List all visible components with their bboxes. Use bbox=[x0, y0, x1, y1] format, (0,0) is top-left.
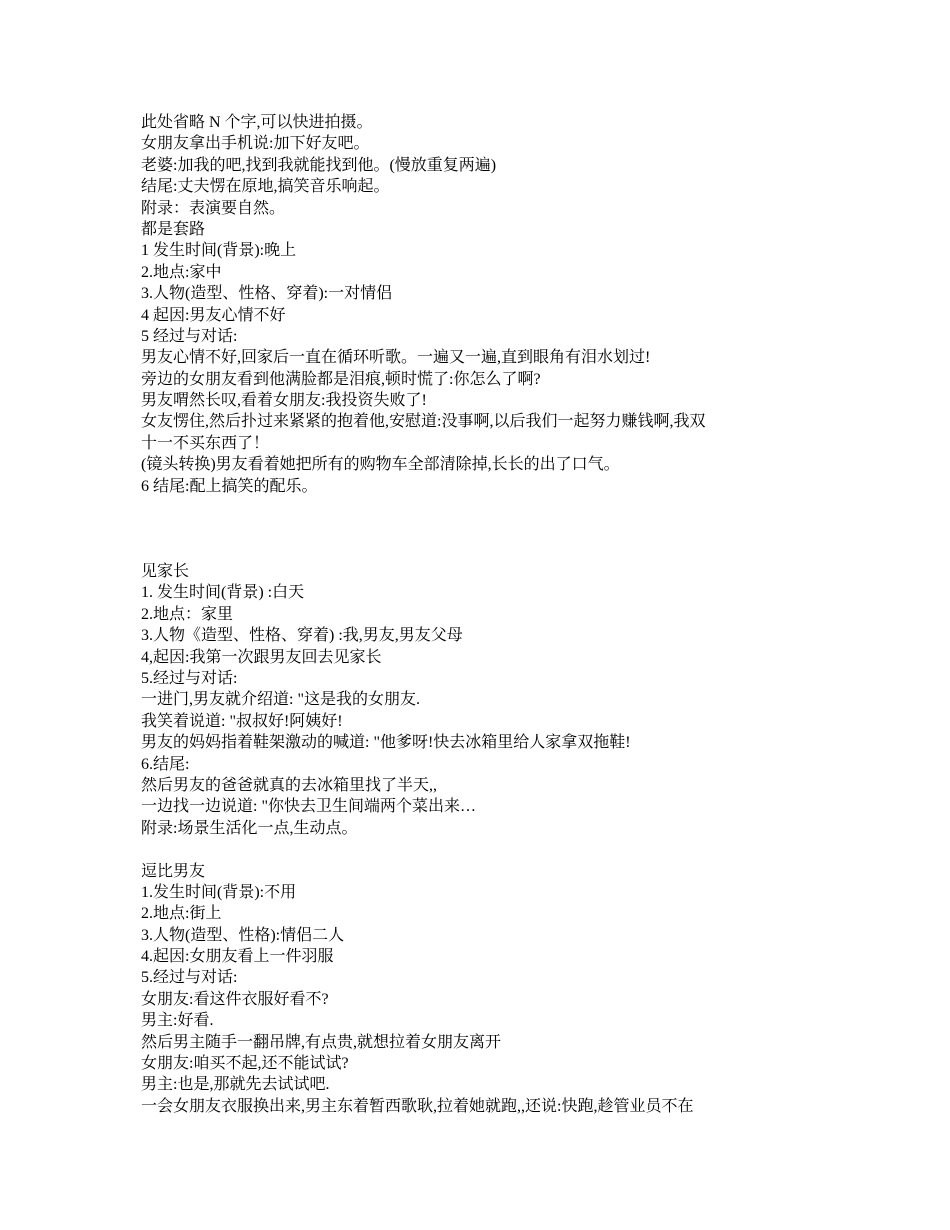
text-line: 6.结尾: bbox=[141, 755, 190, 773]
text-line: 5.经过与对话: bbox=[141, 669, 238, 687]
text-line: 2.地点:街上 bbox=[141, 905, 222, 923]
text-line: 此处省略 N 个字,可以快进拍摄。 bbox=[141, 114, 373, 131]
text-line: 十一不买东西了！ bbox=[141, 434, 270, 452]
section-title: 都是套路 bbox=[141, 220, 206, 238]
text-line: 3.人物《造型、性格、穿着) :我,男友,男友父母 bbox=[141, 627, 463, 645]
section-dou-shi-tao-lu bbox=[141, 219, 811, 497]
section-continuation bbox=[141, 112, 811, 219]
text-line: 附录：表演要自然。 bbox=[141, 199, 286, 217]
text-line: 女朋友拿出手机说:加下好友吧。 bbox=[141, 135, 370, 153]
text-line: 附录:场景生活化一点,生动点。 bbox=[141, 819, 358, 837]
text-line: 男主:好看. bbox=[141, 1012, 214, 1030]
text-line: 3.人物(造型、性格、穿着):一对情侣 bbox=[141, 285, 393, 303]
text-line: 5 经过与对话: bbox=[141, 327, 238, 345]
text-line: 男友心情不好,回家后一直在循环听歌。一遍又一遍,直到眼角有泪水划过! bbox=[141, 349, 651, 367]
text-line: 旁边的女朋友看到他满脸都是泪痕,顿时慌了:你怎么了啊? bbox=[141, 370, 541, 388]
text-line: 1. 发生时间(背景) :白天 bbox=[141, 584, 305, 602]
text-line: 4,起因:我第一次跟男友回去见家长 bbox=[141, 648, 382, 666]
section-jian-jia-zhang bbox=[141, 561, 811, 839]
document-page bbox=[141, 112, 811, 1117]
text-line: 然后男主随手一翻吊牌,有点贵,就想拉着女朋友离开 bbox=[141, 1033, 502, 1051]
text-line: 男主:也是,那就先去试试吧. bbox=[141, 1076, 330, 1094]
text-line: 结尾:丈夫愣在原地,搞笑音乐响起。 bbox=[141, 178, 390, 196]
text-line: 老婆:加我的吧,找到我就能找到他。(慢放重复两遍) bbox=[141, 156, 497, 174]
text-line: (镜头转换)男友看着她把所有的购物车全部清除掉,长长的出了口气。 bbox=[141, 456, 620, 474]
text-line: 6 结尾:配上搞笑的配乐。 bbox=[141, 477, 318, 495]
text-line: 一进门,男友就介绍道: "这是我的女朋友. bbox=[141, 691, 420, 709]
text-line: 1 发生时间(背景):晚上 bbox=[141, 242, 297, 260]
text-line: 男友的妈妈指着鞋架激动的喊道: "他爹呀!快去冰箱里给人家拿双拖鞋! bbox=[141, 734, 631, 752]
text-line: 然后男友的爸爸就真的去冰箱里找了半天,, bbox=[141, 776, 438, 794]
text-line: 2.地点：家里 bbox=[141, 605, 234, 623]
section-dou-bi-nan-you bbox=[141, 861, 811, 1118]
text-line: 一会女朋友衣服换出来,男主东着暂西歌耿,拉着她就跑,,还说:快跑,趁管业员不在 bbox=[141, 1097, 694, 1115]
text-line: 女朋友:咱买不起,还不能试试? bbox=[141, 1055, 349, 1073]
text-line: 1.发生时间(背景):不用 bbox=[141, 883, 297, 901]
section-spacer bbox=[141, 497, 811, 561]
text-line: 2.地点:家中 bbox=[141, 263, 222, 281]
text-line: 我笑着说道: "叔叔好!阿姨好! bbox=[141, 712, 343, 730]
text-line: 4.起因:女朋友看上一件羽服 bbox=[141, 948, 334, 966]
section-title: 见家长 bbox=[141, 563, 190, 581]
text-line: 3.人物(造型、性格):情侣二人 bbox=[141, 926, 345, 944]
section-spacer bbox=[141, 839, 811, 860]
text-line: 一边找一边说道: "你快去卫生间端两个菜出来… bbox=[141, 798, 476, 816]
text-line: 4 起因:男友心情不好 bbox=[141, 306, 286, 324]
text-line: 男友喟然长叹,看着女朋友:我投资失败了! bbox=[141, 392, 427, 410]
text-line: 5.经过与对话: bbox=[141, 969, 238, 987]
text-line: 女友愣住,然后扑过来紧紧的抱着他,安慰道:没事啊,以后我们一起努力赚钱啊,我双 bbox=[141, 413, 706, 431]
text-line: 女朋友:看这件衣服好看不? bbox=[141, 990, 329, 1008]
section-title: 逗比男友 bbox=[141, 862, 206, 880]
